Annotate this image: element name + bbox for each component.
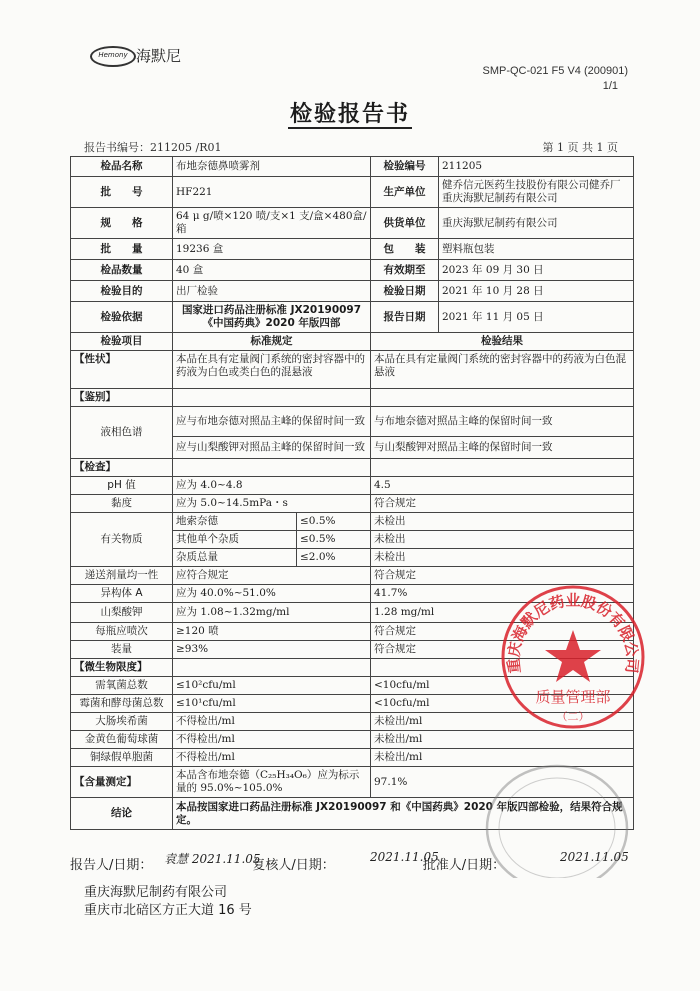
aerobic-result: <10cfu/ml (371, 677, 634, 695)
mold-label: 霉菌和酵母菌总数 (71, 695, 173, 713)
sample-qty-label: 检品数量 (71, 260, 173, 281)
report-date-value: 2021 年 11 月 05 日 (439, 302, 634, 333)
sprays-label: 每瓶应喷次 (71, 623, 173, 641)
identify-section-label: 【鉴别】 (71, 389, 173, 407)
lc-standard-1: 应与布地奈德对照品主峰的保留时间一致 (173, 407, 371, 437)
info-row (71, 281, 634, 302)
page-title (0, 97, 700, 128)
info-row (71, 157, 634, 177)
traits-section-label: 【性状】 (71, 351, 173, 389)
pseudomonas-label: 铜绿假单胞菌 (71, 749, 173, 767)
supplier-value: 重庆海默尼制药有限公司 (439, 208, 634, 239)
reviewer-signature: 2021.11.05 (370, 850, 439, 864)
document-page-count: 1/1 (602, 80, 618, 92)
inspect-date-label: 检验日期 (371, 281, 439, 302)
info-row (71, 260, 634, 281)
company-logo-mark: Hemony (90, 46, 136, 67)
traits-result: 本品在具有定量阀门系统的密封容器中的药液为白色混悬液 (371, 351, 634, 389)
staph-result: 未检出/ml (371, 731, 634, 749)
ecoli-standard: 不得检出/ml (173, 713, 371, 731)
table-row (71, 623, 634, 641)
sorbate-label: 山梨酸钾 (71, 603, 173, 623)
table-row (71, 677, 634, 695)
approver-signature: 2021.11.05 (560, 850, 629, 864)
related-1-result: 未检出 (371, 513, 634, 531)
spec-value: 64 μ g/喷×120 喷/支×1 支/盒×480盒/箱 (173, 208, 371, 239)
spec-label: 规 格 (71, 208, 173, 239)
inspection-no-label: 检验编号 (371, 157, 439, 177)
reporter-label: 报告人/日期： (70, 858, 153, 873)
staph-standard: 不得检出/ml (173, 731, 371, 749)
assay-section-label: 【含量测定】 (71, 767, 173, 798)
company-name: 重庆海默尼制药有限公司 (84, 885, 228, 900)
supplier-label: 供货单位 (371, 208, 439, 239)
staph-label: 金黄色葡萄球菌 (71, 731, 173, 749)
related-2-name: 其他单个杂质 (173, 531, 297, 549)
batch-qty-label: 批 量 (71, 239, 173, 260)
related-1-limit: ≤0.5% (297, 513, 371, 531)
table-row (71, 603, 634, 623)
table-row (71, 567, 634, 585)
expiry-value: 2023 年 09 月 30 日 (439, 260, 634, 281)
assay-result: 97.1% (371, 767, 634, 798)
mold-standard: ≤10¹cfu/ml (173, 695, 371, 713)
viscosity-standard: 应为 5.0~14.5mPa・s (173, 495, 371, 513)
table-row (71, 351, 634, 389)
check-section-label: 【检查】 (71, 459, 173, 477)
sprays-result: 符合规定 (371, 623, 634, 641)
table-row (71, 477, 634, 495)
related-substances-label: 有关物质 (71, 513, 173, 567)
fill-label: 装量 (71, 641, 173, 659)
batch-value: HF221 (173, 177, 371, 208)
assay-standard: 本品含布地奈德（C₂₅H₃₄O₆）应为标示量的 95.0%~105.0% (173, 767, 371, 798)
pseudomonas-standard: 不得检出/ml (173, 749, 371, 767)
info-row (71, 302, 634, 333)
table-row (71, 659, 634, 677)
col-result-header: 检验结果 (371, 333, 634, 351)
page-info: 第 1 页 共 1 页 (542, 141, 618, 154)
package-label: 包 装 (371, 239, 439, 260)
viscosity-label: 黏度 (71, 495, 173, 513)
expiry-label: 有效期至 (371, 260, 439, 281)
micro-section-label: 【微生物限度】 (71, 659, 173, 677)
sample-qty-value: 40 盒 (173, 260, 371, 281)
ph-standard: 应为 4.0~4.8 (173, 477, 371, 495)
reporter-signature: 袁慧 2021.11.05 (164, 852, 261, 866)
page-title-text: 检验报告书 (289, 102, 410, 127)
company-logo-name: 海默尼 (136, 47, 182, 65)
inspection-no-value: 211205 (439, 157, 634, 177)
info-row (71, 177, 634, 208)
table-row (71, 389, 634, 407)
product-name-value: 布地奈德鼻喷雾剂 (173, 157, 371, 177)
table-row (71, 695, 634, 713)
ecoli-result: 未检出/ml (371, 713, 634, 731)
table-row (71, 495, 634, 513)
related-2-limit: ≤0.5% (297, 531, 371, 549)
seal-sub-text: （二） (556, 710, 590, 723)
report-date-label: 报告日期 (371, 302, 439, 333)
related-1-name: 地索奈德 (173, 513, 297, 531)
related-3-limit: ≤2.0% (297, 549, 371, 567)
basis-label: 检验依据 (71, 302, 173, 333)
traits-standard: 本品在具有定量阀门系统的密封容器中的药液为白色或类白色的混悬液 (173, 351, 371, 389)
purpose-label: 检验目的 (71, 281, 173, 302)
manufacturer-value: 健乔信元医药生技股份有限公司健乔厂重庆海默尼制药有限公司 (439, 177, 634, 208)
ph-label: pH 值 (71, 477, 173, 495)
inspection-report-table (70, 156, 634, 830)
lc-label: 液相色谱 (71, 407, 173, 459)
lc-standard-2: 应与山梨酸钾对照品主峰的保留时间一致 (173, 437, 371, 459)
manufacturer-label: 生产单位 (371, 177, 439, 208)
sorbate-standard: 应为 1.08~1.32mg/ml (173, 603, 371, 623)
batch-qty-value: 19236 盒 (173, 239, 371, 260)
dose-uniformity-result: 符合规定 (371, 567, 634, 585)
table-row (71, 407, 634, 437)
basis-value: 国家进口药品注册标准 JX20190097《中国药典》2020 年版四部 (173, 302, 371, 333)
seal-company-text: 重庆海默尼药业股份有限公司 (504, 591, 642, 675)
isomer-standard: 应为 40.0%~51.0% (173, 585, 371, 603)
lc-result-1: 与布地奈德对照品主峰的保留时间一致 (371, 407, 634, 437)
seal-dept-text: 质量管理部 (535, 688, 611, 706)
report-number: 报告书编号：211205 /R01 (84, 141, 222, 154)
table-row (71, 513, 634, 531)
info-row (71, 208, 634, 239)
table-row (71, 459, 634, 477)
purpose-value: 出厂检验 (173, 281, 371, 302)
related-2-result: 未检出 (371, 531, 634, 549)
dose-uniformity-standard: 应符合规定 (173, 567, 371, 585)
sorbate-result: 1.28 mg/ml (371, 603, 634, 623)
dose-uniformity-label: 递送剂量均一性 (71, 567, 173, 585)
package-value: 塑料瓶包装 (439, 239, 634, 260)
col-standard-header: 标准规定 (173, 333, 371, 351)
table-row (71, 713, 634, 731)
col-item-header: 检验项目 (71, 333, 173, 351)
related-3-result: 未检出 (371, 549, 634, 567)
ph-result: 4.5 (371, 477, 634, 495)
isomer-label: 异构体 A (71, 585, 173, 603)
table-row (71, 767, 634, 798)
aerobic-label: 需氧菌总数 (71, 677, 173, 695)
ecoli-label: 大肠埃希菌 (71, 713, 173, 731)
sprays-standard: ≥120 喷 (173, 623, 371, 641)
aerobic-standard: ≤10²cfu/ml (173, 677, 371, 695)
lc-result-2: 与山梨酸钾对照品主峰的保留时间一致 (371, 437, 634, 459)
batch-label: 批 号 (71, 177, 173, 208)
inspect-date-value: 2021 年 10 月 28 日 (439, 281, 634, 302)
conclusion-row (71, 798, 634, 830)
pseudomonas-result: 未检出/ml (371, 749, 634, 767)
fill-result: 符合规定 (371, 641, 634, 659)
document-code: SMP-QC-021 F5 V4 (200901) (482, 65, 628, 77)
table-row (71, 585, 634, 603)
table-row (71, 749, 634, 767)
company-address: 重庆市北碚区方正大道 16 号 (84, 903, 252, 918)
table-row (71, 731, 634, 749)
info-row (71, 239, 634, 260)
conclusion-text: 本品按国家进口药品注册标准 JX20190097 和《中国药典》2020 年版四部检验，结果符合规定。 (173, 798, 634, 830)
conclusion-label: 结论 (71, 798, 173, 830)
isomer-result: 41.7% (371, 585, 634, 603)
mold-result: <10cfu/ml (371, 695, 634, 713)
related-3-name: 杂质总量 (173, 549, 297, 567)
reviewer-label: 复核人/日期： (252, 858, 335, 873)
fill-standard: ≥93% (173, 641, 371, 659)
product-name-label: 检品名称 (71, 157, 173, 177)
approver-label: 批准人/日期： (422, 858, 506, 873)
tests-header-row (71, 333, 634, 351)
signature-line (70, 854, 507, 873)
table-row (71, 641, 634, 659)
viscosity-result: 符合规定 (371, 495, 634, 513)
